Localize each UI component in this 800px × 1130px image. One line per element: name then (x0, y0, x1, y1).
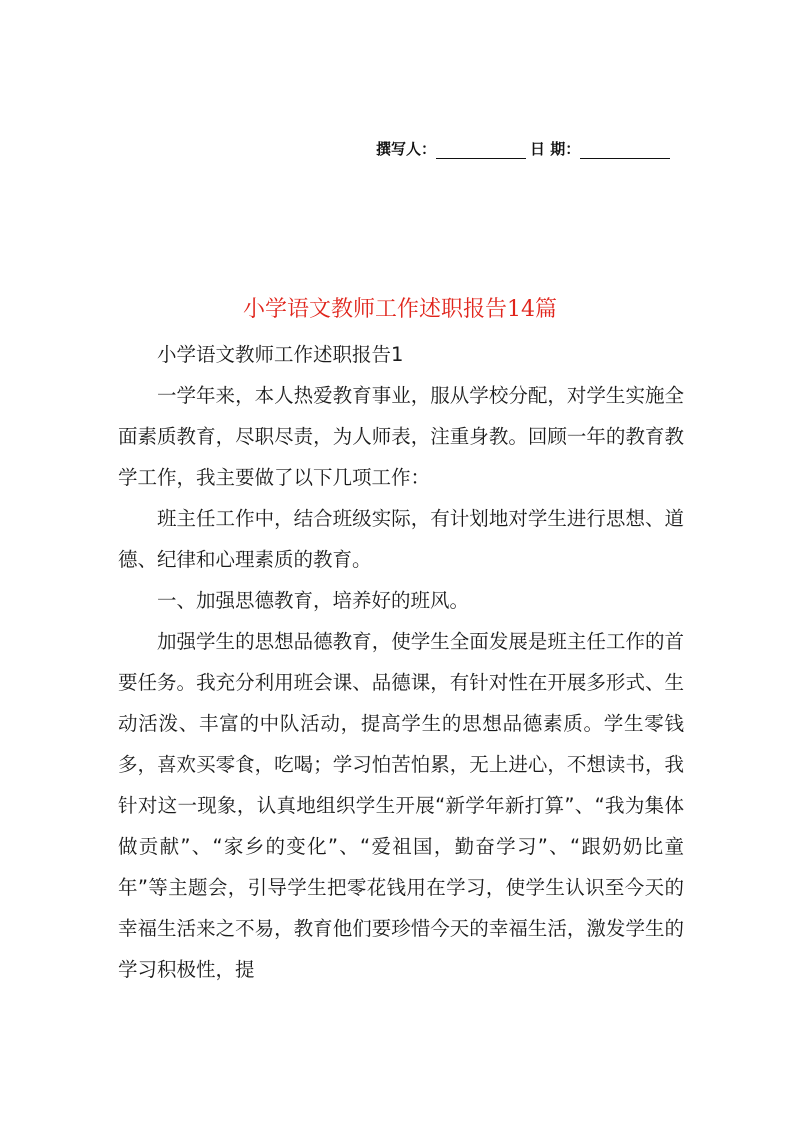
date-label: 日 期： (530, 140, 581, 158)
document-body (118, 334, 684, 990)
author-blank (436, 142, 526, 159)
paragraph: 加强学生的思想品德教育，使学生全面发展是班主任工作的首要任务。我充分利用班会课、品德课，有针对性在开展多形式、生动活泼、丰富的中队活动，提高学生的思想品德素质。学生零钱多，喜欢买零食，吃喝；学习怕苦怕累，无上进心，不想读书，我针对这一现象，认真地组织学生开展“新学年新打算”、“我为集体做贡献”、“家乡的变化”、“爱祖国，勤奋学习”、“跟奶奶比童年”等主题会，引导学生把零花钱用在学习，使学生认识至今天的幸福生活来之不易，教育他们要珍惜今天的幸福生活，激发学生的学习积极性，提 (118, 630, 684, 981)
paragraph: 一、加强思德教育，培养好的班风。 (157, 589, 470, 612)
date-blank (580, 142, 670, 159)
paragraph: 一学年来，本人热爱教育事业，服从学校分配，对学生实施全面素质教育，尽职尽责，为人师表，注重身教。回顾一年的教育教学工作，我主要做了以下几项工作： (118, 384, 684, 489)
section-heading: 小学语文教师工作述职报告1 (157, 343, 404, 366)
author-date-line (376, 138, 686, 159)
author-label: 撰写人： (376, 140, 437, 158)
document-title: 小学语文教师工作述职报告14篇 (243, 297, 557, 322)
paragraph: 班主任工作中，结合班级实际，有计划地对学生进行思想、道德、纪律和心理素质的教育。 (118, 507, 684, 571)
